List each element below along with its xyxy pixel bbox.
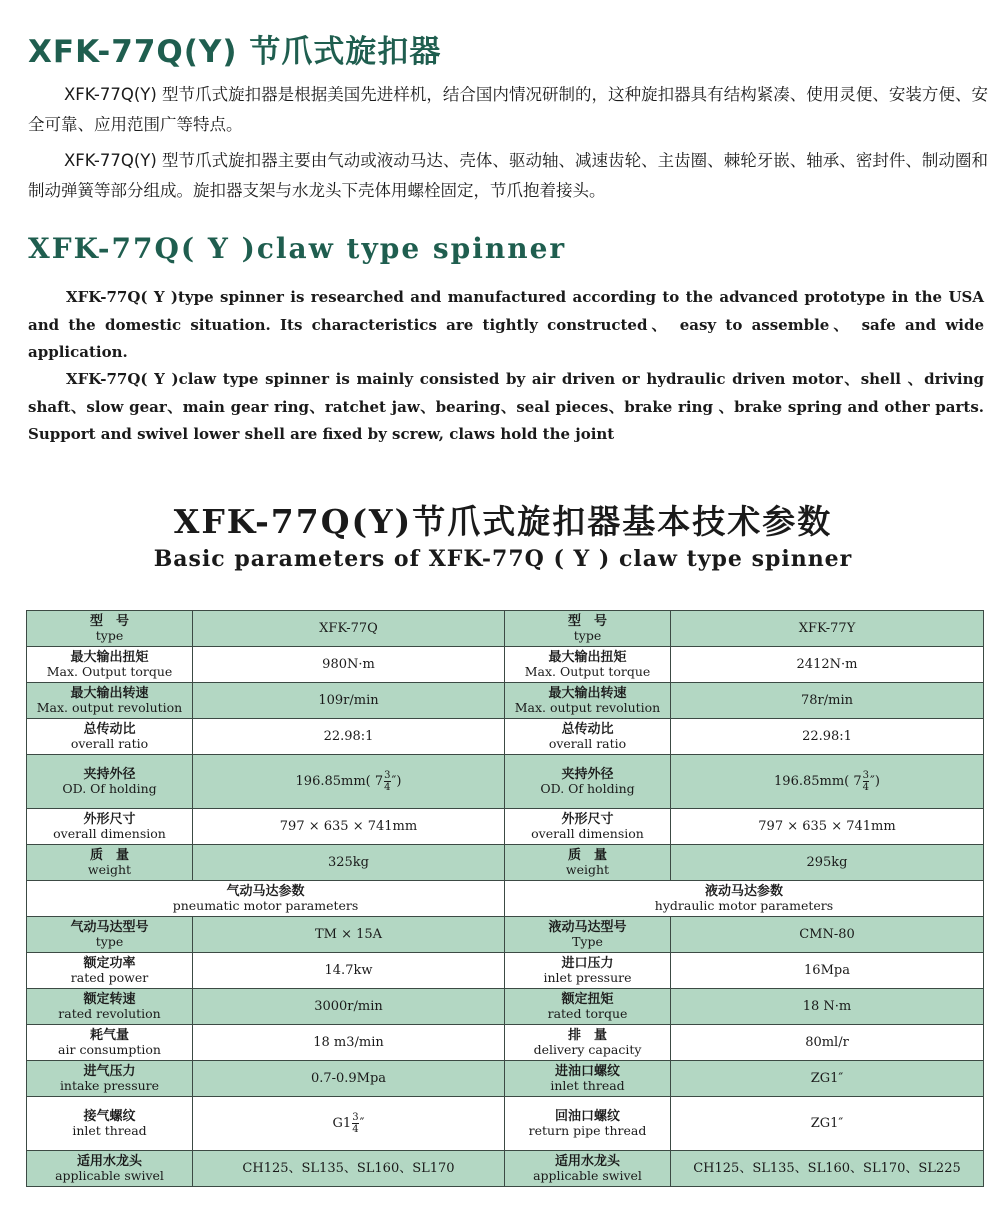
label-cell: 质 量 weight (505, 845, 671, 881)
pneumatic-header: 气动马达参数 pneumatic motor parameters (27, 881, 505, 917)
intro-paragraph-cn-1: XFK-77Q(Y) 型节爪式旋扣器是根据美国先进样机，结合国内情况研制的，这种旋扣器具有结构紧凑、使用灵便、安装方便、安全可靠、应用范围广等特点。 (28, 85, 988, 134)
label-cell: 最大输出扭矩 Max. Output torque (505, 647, 671, 683)
value-cell: G1 $\frac{3}{4}$ ″ (193, 1097, 505, 1151)
spec-table (26, 610, 984, 1187)
label-cell: 接气螺纹 inlet thread (27, 1097, 193, 1151)
label-cell: 额定功率 rated power (27, 953, 193, 989)
value-cell: 16Mpa (671, 953, 984, 989)
value-cell: 325kg (193, 845, 505, 881)
table-row (27, 611, 984, 647)
value-cell: TM × 15A (193, 917, 505, 953)
heading-en: XFK-77Q( Y )claw type spinner (28, 232, 567, 265)
section-header-row (27, 881, 984, 917)
label-cell: 最大输出转速 Max. output revolution (27, 683, 193, 719)
table-title-cn: XFK-77Q(Y)节爪式旋扣器基本技术参数 (173, 502, 833, 541)
value-cell: 18 N·m (671, 989, 984, 1025)
value-cell: ZG1″ (671, 1097, 984, 1151)
label-cell: 外形尺寸 overall dimension (27, 809, 193, 845)
value-cell: CH125、SL135、SL160、SL170、SL225 (671, 1151, 984, 1187)
table-row (27, 953, 984, 989)
value-cell: 2412N·m (671, 647, 984, 683)
table-row (27, 683, 984, 719)
value-cell: 22.98:1 (193, 719, 505, 755)
hydraulic-header: 液动马达参数 hydraulic motor parameters (505, 881, 984, 917)
label-cell: 进口压力 inlet pressure (505, 953, 671, 989)
label-cell: 最大输出扭矩 Max. Output torque (27, 647, 193, 683)
label-cell: 适用水龙头 applicable swivel (27, 1151, 193, 1187)
label-cell: 型 号 type (27, 611, 193, 647)
value-cell: 196.85mm( 7 $\frac{3}{4}$ ″) (193, 755, 505, 809)
value-cell: 18 m3/min (193, 1025, 505, 1061)
value-cell: 295kg (671, 845, 984, 881)
table-row (27, 719, 984, 755)
value-cell: 22.98:1 (671, 719, 984, 755)
value-cell: 3000r/min (193, 989, 505, 1025)
table-row (27, 1025, 984, 1061)
intro-paragraph-cn-2: XFK-77Q(Y) 型节爪式旋扣器主要由气动或液动马达、壳体、驱动轴、减速齿轮、主齿圈、棘轮牙嵌、轴承、密封件、制动圈和制动弹簧等部分组成。旋扣器支架与水龙头下壳体用螺栓固定，节爪抱着接头。 (28, 151, 988, 200)
table-row (27, 755, 984, 809)
label-cell: 气动马达型号 type (27, 917, 193, 953)
value-cell: ZG1″ (671, 1061, 984, 1097)
table-row (27, 989, 984, 1025)
table-row (27, 845, 984, 881)
label-cell: 液动马达型号 Type (505, 917, 671, 953)
value-cell: 80ml/r (671, 1025, 984, 1061)
value-cell: 797 × 635 × 741mm (193, 809, 505, 845)
label-cell: 额定转速 rated revolution (27, 989, 193, 1025)
label-cell: 耗气量 air consumption (27, 1025, 193, 1061)
table-title-en: Basic parameters of XFK-77Q ( Y ) claw type spinner (153, 546, 853, 572)
value-cell: 14.7kw (193, 953, 505, 989)
intro-paragraph-en-2: XFK-77Q( Y )claw type spinner is mainly consisted by air driven or hydraulic driven motor、shell 、driving shaft、slow gear、main gear ring、ratchet jaw、bearing、seal pieces、brake ring 、brake spring and other parts. Support and swivel lower shell are fixed by screw, claws hold the joint (28, 370, 984, 443)
table-row (27, 1151, 984, 1187)
label-cell: 额定扭矩 rated torque (505, 989, 671, 1025)
label-cell: 夹持外径 OD. Of holding (505, 755, 671, 809)
label-cell: 外形尺寸 overall dimension (505, 809, 671, 845)
fraction: $\frac{3}{4}$ (352, 1112, 359, 1135)
label-cell: 排 量 delivery capacity (505, 1025, 671, 1061)
label-cell: 最大输出转速 Max. output revolution (505, 683, 671, 719)
table-row (27, 647, 984, 683)
label-cell: 总传动比 overall ratio (505, 719, 671, 755)
value-cell: 0.7-0.9Mpa (193, 1061, 505, 1097)
table-row (27, 1097, 984, 1151)
label-cell: 型 号 type (505, 611, 671, 647)
label-cell: 总传动比 overall ratio (27, 719, 193, 755)
label-cell: 进气压力 intake pressure (27, 1061, 193, 1097)
fraction: $\frac{3}{4}$ (384, 770, 391, 793)
label-cell: 质 量 weight (27, 845, 193, 881)
intro-paragraph-en-1: XFK-77Q( Y )type spinner is researched and manufactured according to the advanced prototype in the USA and the domestic situation. Its characteristics are tightly constructed、 easy to assemble、 safe and wide application. (28, 288, 984, 361)
heading-cn: XFK-77Q(Y) 节爪式旋扣器 (28, 34, 442, 70)
value-cell: 797 × 635 × 741mm (671, 809, 984, 845)
value-cell: 109r/min (193, 683, 505, 719)
value-cell: 196.85mm( 7 $\frac{3}{4}$ ″) (671, 755, 984, 809)
value-cell: CMN-80 (671, 917, 984, 953)
table-row (27, 917, 984, 953)
value-cell: CH125、SL135、SL160、SL170 (193, 1151, 505, 1187)
value-cell: 78r/min (671, 683, 984, 719)
table-row (27, 1061, 984, 1097)
value-cell: XFK-77Q (193, 611, 505, 647)
label-cell: 进油口螺纹 inlet thread (505, 1061, 671, 1097)
label-cell: 适用水龙头 applicable swivel (505, 1151, 671, 1187)
fraction: $\frac{3}{4}$ (862, 770, 870, 793)
label-cell: 夹持外径 OD. Of holding (27, 755, 193, 809)
label-cell: 回油口螺纹 return pipe thread (505, 1097, 671, 1151)
value-cell: 980N·m (193, 647, 505, 683)
table-row (27, 809, 984, 845)
value-cell: XFK-77Y (671, 611, 984, 647)
